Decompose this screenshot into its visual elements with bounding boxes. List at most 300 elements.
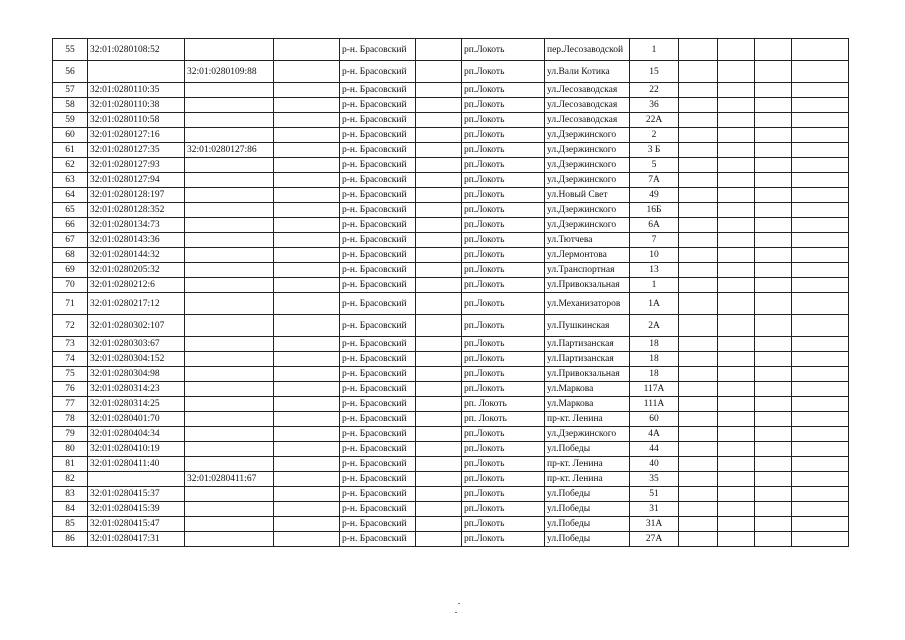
empty-cell: [416, 457, 462, 472]
cadastral-number: 32:01:0280417:31: [88, 532, 185, 547]
empty-cell: [792, 532, 849, 547]
district: р-н. Брасовский: [340, 315, 416, 337]
district: р-н. Брасовский: [340, 233, 416, 248]
settlement: рп.Локоть: [462, 315, 545, 337]
empty-cell: [792, 397, 849, 412]
empty-cell: [416, 248, 462, 263]
district: р-н. Брасовский: [340, 278, 416, 293]
house-number: 111А: [630, 397, 679, 412]
district: р-н. Брасовский: [340, 158, 416, 173]
cadastral-number: 32:01:0280304:152: [88, 352, 185, 367]
empty-cell: [274, 367, 340, 382]
empty-cell: [718, 203, 755, 218]
cadastral-number-2: [185, 487, 274, 502]
row-number: 58: [53, 98, 88, 113]
cadastral-number-2: [185, 98, 274, 113]
empty-cell: [755, 487, 792, 502]
house-number: 7А: [630, 173, 679, 188]
empty-cell: [679, 487, 718, 502]
house-number: 60: [630, 412, 679, 427]
empty-cell: [274, 472, 340, 487]
cadastral-number: 32:01:0280302:107: [88, 315, 185, 337]
cadastral-number: 32:01:0280411:40: [88, 457, 185, 472]
table-row: [53, 293, 849, 315]
empty-cell: [274, 143, 340, 158]
row-number: 78: [53, 412, 88, 427]
empty-cell: [416, 188, 462, 203]
district: р-н. Брасовский: [340, 472, 416, 487]
empty-cell: [792, 517, 849, 532]
house-number: 7: [630, 233, 679, 248]
house-number: 2А: [630, 315, 679, 337]
settlement: рп.Локоть: [462, 248, 545, 263]
settlement: рп.Локоть: [462, 442, 545, 457]
empty-cell: [755, 427, 792, 442]
cadastral-number: 32:01:0280144:32: [88, 248, 185, 263]
row-number: 77: [53, 397, 88, 412]
row-number: 64: [53, 188, 88, 203]
row-number: 85: [53, 517, 88, 532]
settlement: рп.Локоть: [462, 188, 545, 203]
street: ул.Партизанская: [545, 337, 630, 352]
row-number: 83: [53, 487, 88, 502]
settlement: рп.Локоть: [462, 487, 545, 502]
empty-cell: [718, 532, 755, 547]
empty-cell: [792, 233, 849, 248]
empty-cell: [274, 315, 340, 337]
table-row: [53, 517, 849, 532]
empty-cell: [416, 517, 462, 532]
empty-cell: [274, 173, 340, 188]
district: р-н. Брасовский: [340, 188, 416, 203]
empty-cell: [679, 158, 718, 173]
row-number: 63: [53, 173, 88, 188]
street: ул.Маркова: [545, 397, 630, 412]
district: р-н. Брасовский: [340, 337, 416, 352]
empty-cell: [679, 98, 718, 113]
empty-cell: [718, 412, 755, 427]
empty-cell: [755, 278, 792, 293]
empty-cell: [416, 315, 462, 337]
empty-cell: [416, 158, 462, 173]
house-number: 18: [630, 352, 679, 367]
cadastral-number-2: [185, 158, 274, 173]
street: ул.Механизаторов: [545, 293, 630, 315]
empty-cell: [416, 442, 462, 457]
table-row: [53, 83, 849, 98]
empty-cell: [755, 143, 792, 158]
empty-cell: [718, 188, 755, 203]
empty-cell: [274, 487, 340, 502]
house-number: 117А: [630, 382, 679, 397]
empty-cell: [755, 158, 792, 173]
street: пр-кт. Ленина: [545, 472, 630, 487]
table-row: [53, 98, 849, 113]
empty-cell: [792, 442, 849, 457]
empty-cell: [718, 173, 755, 188]
empty-cell: [416, 113, 462, 128]
empty-cell: [416, 143, 462, 158]
empty-cell: [416, 173, 462, 188]
settlement: рп.Локоть: [462, 352, 545, 367]
empty-cell: [755, 352, 792, 367]
empty-cell: [755, 382, 792, 397]
row-number: 84: [53, 502, 88, 517]
empty-cell: [679, 412, 718, 427]
settlement: рп.Локоть: [462, 278, 545, 293]
empty-cell: [792, 502, 849, 517]
empty-cell: [274, 188, 340, 203]
empty-cell: [416, 39, 462, 61]
street: ул.Лермонтова: [545, 248, 630, 263]
empty-cell: [792, 203, 849, 218]
empty-cell: [679, 457, 718, 472]
house-number: 16Б: [630, 203, 679, 218]
empty-cell: [679, 337, 718, 352]
empty-cell: [679, 532, 718, 547]
cadastral-number-2: [185, 427, 274, 442]
cadastral-number-2: [185, 278, 274, 293]
district: р-н. Брасовский: [340, 248, 416, 263]
district: р-н. Брасовский: [340, 487, 416, 502]
empty-cell: [755, 98, 792, 113]
district: р-н. Брасовский: [340, 203, 416, 218]
street: ул.Дзержинского: [545, 218, 630, 233]
empty-cell: [792, 158, 849, 173]
settlement: рп.Локоть: [462, 39, 545, 61]
row-number: 76: [53, 382, 88, 397]
row-number: 74: [53, 352, 88, 367]
empty-cell: [679, 442, 718, 457]
cadastral-number-2: [185, 315, 274, 337]
street: ул.Лесозаводская: [545, 83, 630, 98]
empty-cell: [755, 442, 792, 457]
district: р-н. Брасовский: [340, 427, 416, 442]
cadastral-number-2: [185, 442, 274, 457]
district: р-н. Брасовский: [340, 293, 416, 315]
street: ул.Лесозаводская: [545, 113, 630, 128]
row-number: 73: [53, 337, 88, 352]
settlement: рп.Локоть: [462, 472, 545, 487]
empty-cell: [792, 188, 849, 203]
empty-cell: [679, 315, 718, 337]
street: ул.Дзержинского: [545, 158, 630, 173]
empty-cell: [792, 113, 849, 128]
table-row: [53, 39, 849, 61]
empty-cell: [274, 382, 340, 397]
empty-cell: [718, 315, 755, 337]
cadastral-number: 32:01:0280110:38: [88, 98, 185, 113]
street: ул.Тютчева: [545, 233, 630, 248]
house-number: 40: [630, 457, 679, 472]
house-number: 15: [630, 61, 679, 83]
empty-cell: [718, 263, 755, 278]
house-number: 18: [630, 337, 679, 352]
district: р-н. Брасовский: [340, 218, 416, 233]
row-number: 81: [53, 457, 88, 472]
empty-cell: [792, 352, 849, 367]
property-register-table: [52, 38, 849, 547]
empty-cell: [718, 352, 755, 367]
district: р-н. Брасовский: [340, 367, 416, 382]
empty-cell: [679, 203, 718, 218]
empty-cell: [274, 412, 340, 427]
empty-cell: [274, 83, 340, 98]
cadastral-number: 32:01:0280128:197: [88, 188, 185, 203]
empty-cell: [274, 352, 340, 367]
house-number: 10: [630, 248, 679, 263]
empty-cell: [274, 427, 340, 442]
cadastral-number: 32:01:0280127:16: [88, 128, 185, 143]
cadastral-number: 32:01:0280108:52: [88, 39, 185, 61]
cadastral-number: [88, 61, 185, 83]
empty-cell: [416, 397, 462, 412]
empty-cell: [718, 83, 755, 98]
empty-cell: [792, 218, 849, 233]
empty-cell: [718, 218, 755, 233]
house-number: 3 Б: [630, 143, 679, 158]
empty-cell: [792, 293, 849, 315]
cadastral-number: 32:01:0280410:19: [88, 442, 185, 457]
empty-cell: [755, 517, 792, 532]
empty-cell: [416, 218, 462, 233]
empty-cell: [755, 248, 792, 263]
empty-cell: [679, 83, 718, 98]
street: ул.Партизанская: [545, 352, 630, 367]
row-number: 69: [53, 263, 88, 278]
empty-cell: [274, 532, 340, 547]
empty-cell: [679, 367, 718, 382]
row-number: 80: [53, 442, 88, 457]
district: р-н. Брасовский: [340, 397, 416, 412]
empty-cell: [718, 382, 755, 397]
empty-cell: [274, 218, 340, 233]
cadastral-number: 32:01:0280404:34: [88, 427, 185, 442]
empty-cell: [416, 83, 462, 98]
cadastral-number: 32:01:0280212:6: [88, 278, 185, 293]
row-number: 55: [53, 39, 88, 61]
cadastral-number-2: [185, 248, 274, 263]
row-number: 71: [53, 293, 88, 315]
empty-cell: [679, 278, 718, 293]
settlement: рп.Локоть: [462, 367, 545, 382]
empty-cell: [679, 128, 718, 143]
settlement: рп.Локоть: [462, 203, 545, 218]
street: ул.Дзержинского: [545, 203, 630, 218]
cadastral-number: [88, 472, 185, 487]
empty-cell: [274, 442, 340, 457]
empty-cell: [792, 173, 849, 188]
empty-cell: [718, 397, 755, 412]
scan-speck: [455, 612, 457, 613]
empty-cell: [416, 412, 462, 427]
settlement: рп.Локоть: [462, 263, 545, 278]
table-row: [53, 128, 849, 143]
empty-cell: [718, 278, 755, 293]
empty-cell: [679, 248, 718, 263]
empty-cell: [679, 397, 718, 412]
empty-cell: [718, 337, 755, 352]
empty-cell: [679, 427, 718, 442]
empty-cell: [416, 263, 462, 278]
settlement: рп.Локоть: [462, 158, 545, 173]
cadastral-number-2: [185, 457, 274, 472]
row-number: 72: [53, 315, 88, 337]
empty-cell: [274, 128, 340, 143]
empty-cell: [274, 248, 340, 263]
street: пр-кт. Ленина: [545, 457, 630, 472]
table-row: [53, 502, 849, 517]
district: р-н. Брасовский: [340, 61, 416, 83]
street: ул.Маркова: [545, 382, 630, 397]
street: ул.Победы: [545, 532, 630, 547]
house-number: 35: [630, 472, 679, 487]
street: ул.Привокзальная: [545, 278, 630, 293]
district: р-н. Брасовский: [340, 143, 416, 158]
cadastral-number-2: 32:01:0280109:88: [185, 61, 274, 83]
cadastral-number-2: [185, 39, 274, 61]
cadastral-number-2: [185, 502, 274, 517]
empty-cell: [416, 278, 462, 293]
table-row: [53, 248, 849, 263]
house-number: 6А: [630, 218, 679, 233]
empty-cell: [274, 98, 340, 113]
empty-cell: [679, 218, 718, 233]
empty-cell: [679, 188, 718, 203]
house-number: 1: [630, 278, 679, 293]
street: ул.Вали Котика: [545, 61, 630, 83]
empty-cell: [679, 61, 718, 83]
empty-cell: [416, 532, 462, 547]
house-number: 49: [630, 188, 679, 203]
empty-cell: [679, 382, 718, 397]
empty-cell: [792, 457, 849, 472]
empty-cell: [274, 457, 340, 472]
empty-cell: [792, 278, 849, 293]
empty-cell: [792, 98, 849, 113]
cadastral-number: 32:01:0280217:12: [88, 293, 185, 315]
empty-cell: [755, 39, 792, 61]
row-number: 59: [53, 113, 88, 128]
empty-cell: [679, 517, 718, 532]
empty-cell: [718, 143, 755, 158]
empty-cell: [755, 83, 792, 98]
empty-cell: [755, 457, 792, 472]
district: р-н. Брасовский: [340, 113, 416, 128]
street: ул.Лесозаводская: [545, 98, 630, 113]
row-number: 60: [53, 128, 88, 143]
empty-cell: [792, 128, 849, 143]
empty-cell: [718, 113, 755, 128]
empty-cell: [718, 517, 755, 532]
street: ул.Дзержинского: [545, 128, 630, 143]
empty-cell: [792, 248, 849, 263]
empty-cell: [274, 337, 340, 352]
street: ул.Победы: [545, 442, 630, 457]
row-number: 61: [53, 143, 88, 158]
empty-cell: [416, 128, 462, 143]
cadastral-number: 32:01:0280415:47: [88, 517, 185, 532]
empty-cell: [755, 502, 792, 517]
table-row: [53, 427, 849, 442]
empty-cell: [792, 337, 849, 352]
empty-cell: [416, 233, 462, 248]
row-number: 62: [53, 158, 88, 173]
row-number: 56: [53, 61, 88, 83]
empty-cell: [755, 337, 792, 352]
empty-cell: [416, 382, 462, 397]
empty-cell: [755, 113, 792, 128]
empty-cell: [679, 352, 718, 367]
settlement: рп.Локоть: [462, 457, 545, 472]
street: пер.Лесозаводской: [545, 39, 630, 61]
empty-cell: [718, 367, 755, 382]
cadastral-number: 32:01:0280304:98: [88, 367, 185, 382]
house-number: 44: [630, 442, 679, 457]
table-row: [53, 173, 849, 188]
empty-cell: [755, 315, 792, 337]
empty-cell: [274, 203, 340, 218]
empty-cell: [792, 412, 849, 427]
empty-cell: [679, 293, 718, 315]
cadastral-number: 32:01:0280314:25: [88, 397, 185, 412]
empty-cell: [718, 248, 755, 263]
street: ул.Дзержинского: [545, 427, 630, 442]
empty-cell: [274, 158, 340, 173]
cadastral-number: 32:01:0280401:70: [88, 412, 185, 427]
empty-cell: [274, 263, 340, 278]
settlement: рп.Локоть: [462, 61, 545, 83]
cadastral-number-2: [185, 352, 274, 367]
empty-cell: [755, 367, 792, 382]
row-number: 65: [53, 203, 88, 218]
empty-cell: [274, 502, 340, 517]
table-row: [53, 315, 849, 337]
empty-cell: [755, 532, 792, 547]
street: ул.Победы: [545, 487, 630, 502]
empty-cell: [274, 39, 340, 61]
empty-cell: [755, 397, 792, 412]
cadastral-number-2: 32:01:0280127:86: [185, 143, 274, 158]
empty-cell: [718, 457, 755, 472]
table-row: [53, 487, 849, 502]
table-row: [53, 218, 849, 233]
row-number: 79: [53, 427, 88, 442]
district: р-н. Брасовский: [340, 412, 416, 427]
cadastral-number: 32:01:0280127:94: [88, 173, 185, 188]
street: ул.Новый Свет: [545, 188, 630, 203]
house-number: 18: [630, 367, 679, 382]
empty-cell: [274, 397, 340, 412]
table-row: [53, 442, 849, 457]
district: р-н. Брасовский: [340, 128, 416, 143]
row-number: 67: [53, 233, 88, 248]
table-row: [53, 457, 849, 472]
empty-cell: [679, 39, 718, 61]
row-number: 82: [53, 472, 88, 487]
house-number: 31А: [630, 517, 679, 532]
settlement: рп. Локоть: [462, 397, 545, 412]
table-row: [53, 278, 849, 293]
empty-cell: [718, 487, 755, 502]
settlement: рп.Локоть: [462, 293, 545, 315]
district: р-н. Брасовский: [340, 39, 416, 61]
cadastral-number-2: [185, 532, 274, 547]
cadastral-number: 32:01:0280205:32: [88, 263, 185, 278]
cadastral-number-2: [185, 173, 274, 188]
house-number: 4А: [630, 427, 679, 442]
cadastral-number-2: [185, 113, 274, 128]
